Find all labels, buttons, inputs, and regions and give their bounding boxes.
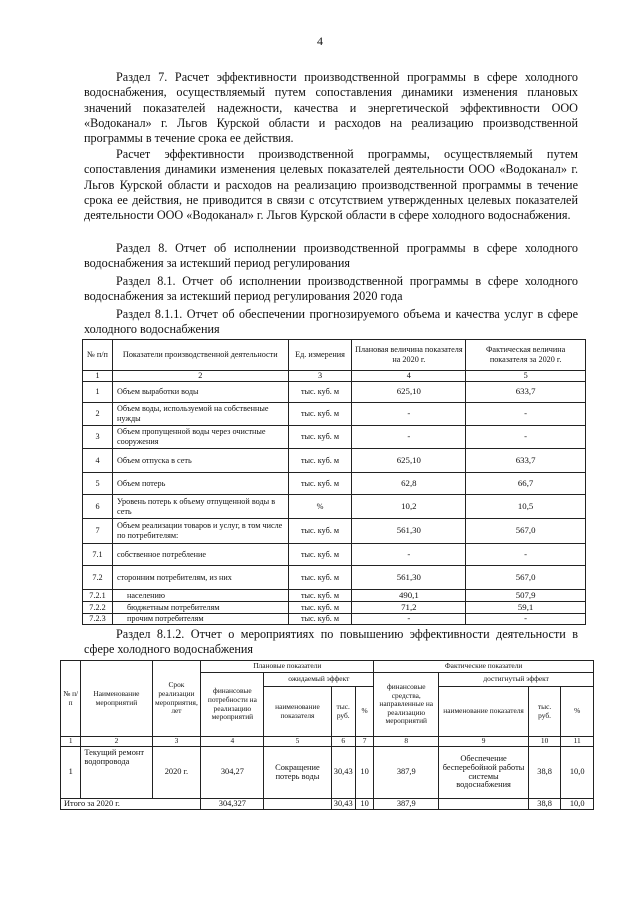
header-plan-rub: тыс. руб. [331,687,355,737]
row-fact: 59,1 [466,602,586,614]
row-unit: тыс. куб. м [288,449,352,473]
row-plan: 625,10 [352,382,466,403]
header-plan-percent: % [355,687,373,737]
col-number: 2 [112,371,288,382]
section-8-heading: Раздел 8. Отчет об исполнении производственной программы в сфере холодного водоснабжения за истекший период регулирования [84,241,578,271]
header-fact-rub: тыс. руб. [528,687,561,737]
header-measure-name: Наименование мероприятий [81,661,152,737]
row-unit: тыс. куб. м [288,519,352,544]
row-unit: тыс. куб. м [288,473,352,495]
table-row [83,602,586,614]
row-indicator: прочим потребителям [112,614,288,625]
row-fact: 633,7 [466,449,586,473]
row-no: 1 [83,382,113,403]
row-no: 7.2 [83,566,113,590]
header-fact: Фактическая величина показателя за 2020 г. [466,340,586,371]
col-number: 6 [331,737,355,747]
row-unit: тыс. куб. м [288,602,352,614]
col-number: 1 [83,371,113,382]
row-fact-rub: 38,8 [528,747,561,799]
row-plan-percent: 10 [355,747,373,799]
row-fact: 507,9 [466,590,586,602]
row-plan: 561,30 [352,566,466,590]
row-unit: тыс. куб. м [288,614,352,625]
table-row [83,449,586,473]
header-term: Срок реализации мероприятия, лет [152,661,201,737]
total-plan-indicator [264,799,331,810]
page-number: 4 [317,34,323,48]
row-unit: тыс. куб. м [288,544,352,566]
col-number: 4 [201,737,264,747]
row-fact-finance: 387,9 [374,747,439,799]
row-plan-rub: 30,43 [331,747,355,799]
header-fact-group: Фактические показатели [374,661,594,673]
row-indicator: Объем выработки воды [112,382,288,403]
col-number: 5 [264,737,331,747]
row-plan: 561,30 [352,519,466,544]
column-number-row [61,737,594,747]
header-plan-finance: финансовые потребности на реализацию мероприятий [201,673,264,737]
row-plan: 625,10 [352,449,466,473]
table-row [83,614,586,625]
row-no: 7.2.3 [83,614,113,625]
table-row [83,495,586,519]
header-fact-finance: финансовые средства, направленные на реализацию мероприятий [374,673,439,737]
row-indicator: Объем отпуска в сеть [112,449,288,473]
row-plan: 71,2 [352,602,466,614]
row-no: 2 [83,403,113,426]
row-indicator: бюджетным потребителям [112,602,288,614]
row-fact: - [466,614,586,625]
total-fact-percent: 10,0 [561,799,594,810]
row-plan: - [352,614,466,625]
table-row [83,382,586,403]
row-indicator: Уровень потерь к объему отпущенной воды в сеть [112,495,288,519]
row-plan-finance: 304,27 [201,747,264,799]
row-plan: - [352,544,466,566]
header-fact-percent: % [561,687,594,737]
table-row [83,519,586,544]
total-plan-rub: 30,43 [331,799,355,810]
header-no: № п/п [83,340,113,371]
total-fact-finance: 387,9 [374,799,439,810]
section-7-calculation-paragraph: Расчет эффективности производственной программы, осуществляемый путем сопоставления динамики изменения целевых показателей деятельности ООО «Водоканал» г. Льгов Курской области и расходов на реализацию производственной программы в течение срока ее действия, не приводится в связи с отсутствием утвержденных целевых показателей деятельности ООО «Водоканал» г. Льгов Курской области в сфере холодного водоснабжения. [84,147,578,223]
col-number: 7 [355,737,373,747]
header-plan: Плановая величина показателя на 2020 г. [352,340,466,371]
table-row [83,590,586,602]
row-indicator: населению [112,590,288,602]
row-plan: - [352,403,466,426]
row-fact: 10,5 [466,495,586,519]
header-achieved-effect: достигнутый эффект [439,673,594,687]
header-fact-indicator-name: наименование показателя [439,687,529,737]
row-plan: - [352,426,466,449]
table-row [83,426,586,449]
header-expected-effect: ожидаемый эффект [264,673,374,687]
row-fact: - [466,426,586,449]
total-row [61,799,594,810]
row-no: 3 [83,426,113,449]
row-indicator: Объем потерь [112,473,288,495]
row-unit: тыс. куб. м [288,382,352,403]
total-label: Итого за 2020 г. [61,799,201,810]
row-plan: 10,2 [352,495,466,519]
row-fact: - [466,544,586,566]
total-plan-finance: 304,327 [201,799,264,810]
col-number: 11 [561,737,594,747]
total-fact-rub: 38,8 [528,799,561,810]
col-number: 4 [352,371,466,382]
col-number: 5 [466,371,586,382]
header-plan-group: Плановые показатели [201,661,374,673]
row-no: 1 [61,747,81,799]
row-fact-indicator: Обеспечение бесперебойной работы системы водоснабжения [439,747,529,799]
row-fact: - [466,403,586,426]
row-plan: 490,1 [352,590,466,602]
row-no: 4 [83,449,113,473]
row-indicator: Объем пропущенной воды через очистные сооружения [112,426,288,449]
row-indicator: сторонним потребителям, из них [112,566,288,590]
row-unit: тыс. куб. м [288,426,352,449]
col-number: 3 [288,371,352,382]
row-unit: тыс. куб. м [288,403,352,426]
table-row [83,403,586,426]
header-indicator: Показатели производственной деятельности [112,340,288,371]
row-no: 6 [83,495,113,519]
row-no: 7.2.2 [83,602,113,614]
row-no: 7.2.1 [83,590,113,602]
row-unit: тыс. куб. м [288,566,352,590]
row-fact: 66,7 [466,473,586,495]
col-number: 9 [439,737,529,747]
col-number: 10 [528,737,561,747]
col-number: 1 [61,737,81,747]
row-indicator: Объем воды, используемой на собственные нужды [112,403,288,426]
col-number: 8 [374,737,439,747]
section-8-1-2-heading: Раздел 8.1.2. Отчет о мероприятиях по повышению эффективности деятельности в сфере холодного водоснабжения [84,627,578,657]
row-no: 7 [83,519,113,544]
table-header-row [83,340,586,371]
column-number-row [83,371,586,382]
row-plan-indicator: Сокращение потерь воды [264,747,331,799]
section-8-1-1-heading: Раздел 8.1.1. Отчет об обеспечении прогнозируемого объема и качества услуг в сфере холодного водоснабжения [84,307,578,337]
row-term: 2020 г. [152,747,201,799]
table-row [83,544,586,566]
row-unit: % [288,495,352,519]
total-fact-indicator [439,799,529,810]
section-7-paragraph: Раздел 7. Расчет эффективности производственной программы в сфере холодного водоснабжения, осуществляемый путем сопоставления динамики изменения плановых значений показателей надежности, качества и энергетической эффективности ООО «Водоканал» г. Льгов Курской области и расходов на реализацию производственной программы в течение срока ее действия. [84,70,578,146]
header-no: № п/п [61,661,81,737]
efficiency-measures-table [60,660,594,810]
total-plan-percent: 10 [355,799,373,810]
row-plan: 62,8 [352,473,466,495]
header-unit: Ед. измерения [288,340,352,371]
row-fact-percent: 10,0 [561,747,594,799]
row-no: 7.1 [83,544,113,566]
header-plan-indicator-name: наименование показателя [264,687,331,737]
row-measure-name: Текущий ремонт водопровода [81,747,152,799]
row-no: 5 [83,473,113,495]
table-row [61,747,594,799]
row-indicator: собственное потребление [112,544,288,566]
volume-quality-table [82,339,586,625]
section-8-1-heading: Раздел 8.1. Отчет об исполнении производственной программы в сфере холодного водоснабжения за истекший период регулирования 2020 года [84,274,578,304]
table-row [83,566,586,590]
row-fact: 567,0 [466,519,586,544]
row-indicator: Объем реализации товаров и услуг, в том числе по потребителям: [112,519,288,544]
row-unit: тыс. куб. м [288,590,352,602]
table-row [83,473,586,495]
row-fact: 633,7 [466,382,586,403]
col-number: 3 [152,737,201,747]
col-number: 2 [81,737,152,747]
row-fact: 567,0 [466,566,586,590]
